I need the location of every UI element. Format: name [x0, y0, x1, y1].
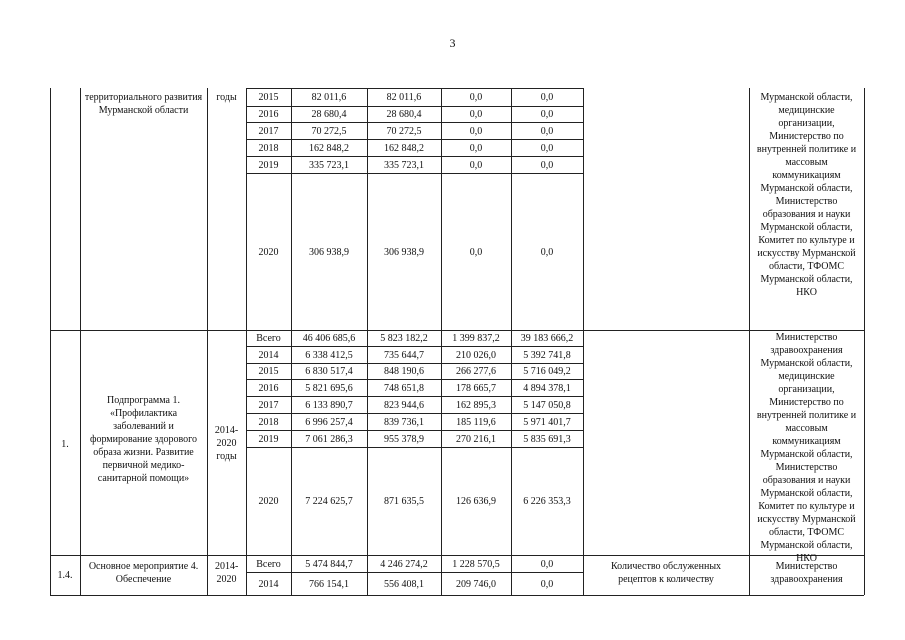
sub1-row-total: 5 821 695,6 [305, 382, 353, 394]
col-border-9 [749, 88, 750, 595]
sub1-row-year: 2017 [258, 399, 279, 411]
top-row-other: 0,0 [540, 246, 554, 258]
row-line-13 [246, 447, 583, 448]
item14-number: 1.4. [57, 570, 73, 581]
sub1-row-year: 2019 [258, 433, 279, 445]
top-row-federal: 0,0 [469, 142, 483, 154]
item14-indicator: Количество обслуженных рецептов к количеству [610, 561, 722, 585]
row-line-11 [246, 413, 583, 414]
sub1-row-regional: 748 651,8 [384, 382, 424, 394]
row-line-9 [246, 379, 583, 380]
top-description: территориального развития Мурманской области [84, 92, 203, 116]
top-row-other: 0,0 [540, 109, 554, 120]
col-border-0 [50, 88, 51, 595]
top-row-total: 70 272,5 [311, 125, 347, 137]
item14-row-regional: 4 246 274,2 [380, 558, 428, 570]
row-line-7 [246, 346, 583, 347]
block-sep-2 [50, 555, 864, 556]
sub1-row-total: 6 996 257,4 [305, 416, 353, 428]
sub1-row-other: 39 183 666,2 [520, 333, 574, 344]
top-row-regional: 28 680,4 [386, 109, 422, 120]
row-line-10 [246, 396, 583, 397]
item14-row-other: 0,0 [540, 558, 554, 570]
col-border-8 [583, 88, 584, 595]
item14-row-year: 2014 [258, 578, 279, 590]
item14-period: 2014-2020 [215, 561, 239, 585]
item14-executor: Министерство здравоохранения [770, 561, 843, 585]
sub1-row-year: 2014 [258, 349, 279, 361]
sub1-row-regional: 735 644,7 [384, 349, 424, 361]
sub1-row-other: 5 971 401,7 [523, 416, 571, 428]
sub1-row-total: 7 224 625,7 [305, 496, 353, 507]
sub1-row-total: 46 406 685,6 [302, 333, 356, 344]
page-number: 3 [449, 36, 456, 50]
top-row-year: 2020 [258, 246, 279, 258]
sub1-number: 1. [61, 439, 69, 450]
sub1-row-total: 7 061 286,3 [305, 433, 353, 445]
sub1-row-federal: 178 665,7 [456, 382, 496, 394]
sub1-row-total: 6 338 412,5 [305, 349, 353, 361]
row-line-5 [246, 173, 583, 174]
col-border-10 [864, 88, 865, 595]
col-border-2 [207, 88, 208, 595]
sub1-row-other: 5 392 741,8 [523, 349, 571, 361]
sub1-row-year: 2016 [258, 382, 279, 394]
row-line-12 [246, 430, 583, 431]
top-row-other: 0,0 [540, 159, 554, 171]
sub1-row-federal: 266 277,6 [456, 366, 496, 377]
table-bottom [50, 595, 864, 596]
sub1-row-other: 4 894 378,1 [523, 382, 571, 394]
sub1-row-regional: 848 190,6 [384, 366, 424, 377]
top-row-federal: 0,0 [469, 125, 483, 137]
top-row-year: 2017 [258, 125, 279, 137]
row-line-1 [246, 106, 583, 107]
top-row-year: 2019 [258, 159, 279, 171]
top-row-total: 335 723,1 [309, 159, 349, 171]
item14-description: Основное мероприятие 4. Обеспечение [88, 561, 199, 585]
item14-row-year: Всего [256, 558, 281, 570]
item14-row-total: 5 474 844,7 [305, 558, 353, 570]
row-line-0 [246, 88, 583, 89]
top-executors: Мурманской области, медицинские организации, Министерство по внутренней политике и массовым коммуникациям Мурманской области, Министерство образования и науки Мурманской области, Комитет по культуре и искусству Мурманской области, ТФОМС Мурманской области, НКО [756, 92, 857, 298]
sub1-row-total: 6 133 890,7 [305, 399, 353, 411]
top-row-year: 2018 [258, 142, 279, 154]
item14-row-other: 0,0 [540, 578, 554, 590]
sub1-row-federal: 1 399 837,2 [452, 333, 500, 344]
sub1-row-federal: 162 895,3 [456, 399, 496, 411]
top-row-total: 306 938,9 [309, 246, 349, 258]
top-row-regional: 70 272,5 [386, 125, 422, 137]
block-sep-1 [50, 330, 864, 331]
item14-row-regional: 556 408,1 [384, 578, 424, 590]
top-row-other: 0,0 [540, 125, 554, 137]
row-line-2 [246, 122, 583, 123]
item14-row-total: 766 154,1 [309, 578, 349, 590]
sub1-row-total: 6 830 517,4 [305, 366, 353, 377]
sub1-row-federal: 126 636,9 [456, 496, 496, 507]
sub1-row-year: 2018 [258, 416, 279, 428]
sub1-executors: Министерство здравоохранения Мурманской области, медицинские организации, Министерство по внутренней политике и массовым коммуникациям Мурманской области, Министерство образования и науки Мурманской области, Комитет по культуре и искусству Мурманской области, ТФОМС Мурманской области, НКО [756, 332, 857, 564]
sub1-row-regional: 871 635,5 [384, 496, 424, 507]
sub1-row-federal: 270 216,1 [456, 433, 496, 445]
col-border-1 [80, 88, 81, 595]
top-row-year: 2016 [258, 109, 279, 120]
top-row-other: 0,0 [540, 142, 554, 154]
top-row-regional: 335 723,1 [384, 159, 424, 171]
top-row-federal: 0,0 [469, 159, 483, 171]
row-line-4 [246, 156, 583, 157]
sub1-row-federal: 210 026,0 [456, 349, 496, 361]
item14-row-federal: 209 746,0 [456, 578, 496, 590]
sub1-row-regional: 5 823 182,2 [380, 333, 428, 344]
top-row-total: 162 848,2 [309, 142, 349, 154]
sub1-row-regional: 839 736,1 [384, 416, 424, 428]
top-row-total: 82 011,6 [311, 92, 347, 103]
top-row-total: 28 680,4 [311, 109, 347, 120]
top-row-federal: 0,0 [469, 92, 483, 103]
sub1-row-year: 2015 [258, 366, 279, 377]
item14-row-federal: 1 228 570,5 [452, 558, 500, 570]
top-row-year: 2015 [258, 92, 279, 103]
row-line-8 [246, 363, 583, 364]
sub1-row-regional: 823 944,6 [384, 399, 424, 411]
top-row-regional: 306 938,9 [384, 246, 424, 258]
top-row-regional: 82 011,6 [386, 92, 422, 103]
sub1-row-year: 2020 [258, 496, 279, 507]
sub1-row-other: 5 716 049,2 [523, 366, 571, 377]
sub1-row-federal: 185 119,6 [456, 416, 496, 428]
sub1-row-other: 5 147 050,8 [523, 399, 571, 411]
top-row-regional: 162 848,2 [384, 142, 424, 154]
sub1-period: 2014-2020 годы [214, 425, 239, 462]
top-row-other: 0,0 [540, 92, 554, 103]
row-line-15 [246, 572, 583, 573]
top-row-federal: 0,0 [469, 109, 483, 120]
sub1-description: Подпрограмма 1. «Профилактика заболеваний и формирование здорового образа жизни. Развитие первичной медико-санитарной помощи» [89, 395, 198, 484]
sub1-row-other: 6 226 353,3 [523, 496, 571, 507]
row-line-3 [246, 139, 583, 140]
top-period: годы [216, 92, 237, 103]
sub1-row-year: Всего [256, 333, 281, 344]
top-row-federal: 0,0 [469, 246, 483, 258]
sub1-row-regional: 955 378,9 [384, 433, 424, 445]
sub1-row-other: 5 835 691,3 [523, 433, 571, 445]
